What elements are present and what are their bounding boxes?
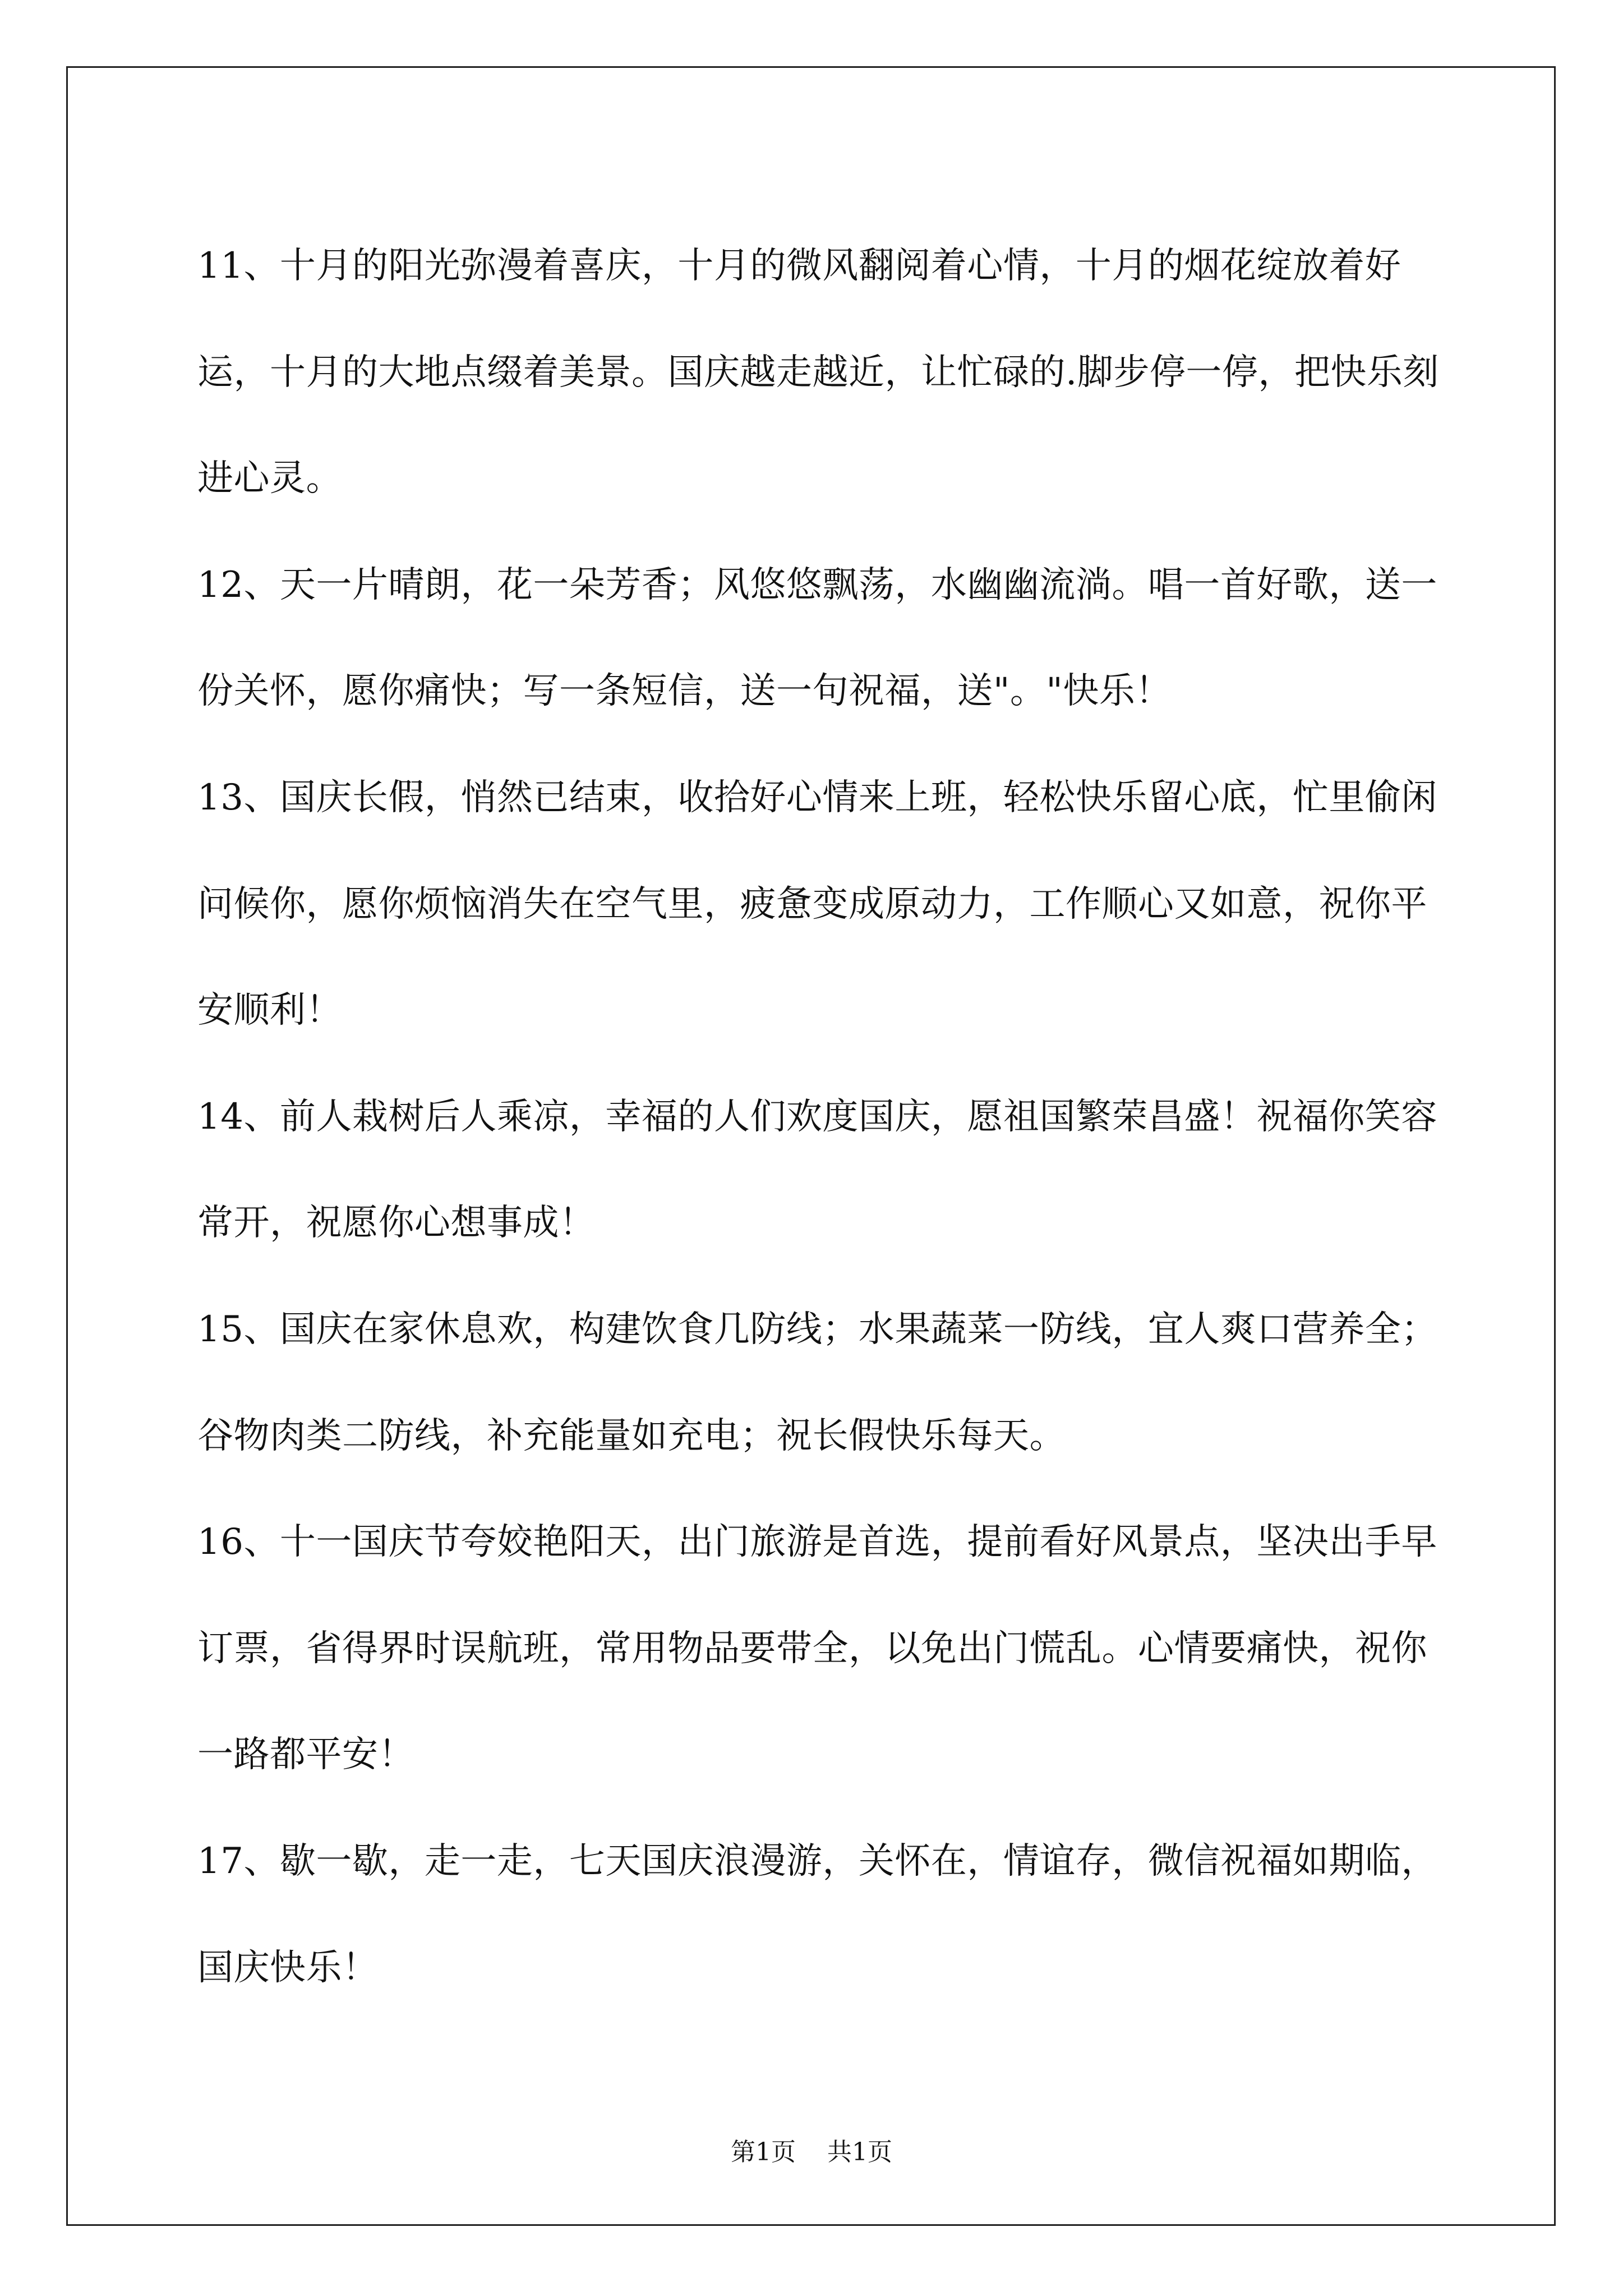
paragraph-14: 14、前人栽树后人乘凉，幸福的人们欢度国庆，愿祖国繁荣昌盛！祝福你笑容常开，祝愿你心想事成！ (197, 1096, 1437, 1244)
page-number: 第1页 (731, 2138, 796, 2166)
paragraph-13: 13、国庆长假，悄然已结束，收拾好心情来上班，轻松快乐留心底，忙里偷闲问候你，愿你烦恼消失在空气里，疲惫变成原动力，工作顺心又如意，祝你平安顺利！ (197, 776, 1437, 1032)
document-body (197, 213, 1454, 2021)
paragraph-12: 12、天一片晴朗，花一朵芳香；风悠悠飘荡，水幽幽流淌。唱一首好歌，送一份关怀，愿你痛快；写一条短信，送一句祝福，送"。"快乐！ (197, 564, 1437, 712)
page-total: 共1页 (827, 2138, 892, 2166)
paragraph-15: 15、国庆在家休息欢，构建饮食几防线；水果蔬菜一防线，宜人爽口营养全；谷物肉类二防线，补充能量如充电；祝长假快乐每天。 (197, 1308, 1437, 1457)
paragraph-11: 11、十月的阳光弥漫着喜庆，十月的微风翻阅着心情，十月的烟花绽放着好运，十月的大地点缀着美景。国庆越走越近，让忙碌的.脚步停一停，把快乐刻进心灵。 (197, 245, 1439, 500)
page-footer (0, 2132, 1623, 2168)
paragraph-17: 17、歇一歇，走一走，七天国庆浪漫游，关怀在，情谊存，微信祝福如期临，国庆快乐！ (197, 1840, 1437, 1989)
paragraph-16: 16、十一国庆节夸姣艳阳天，出门旅游是首选，提前看好风景点，坚决出手早订票，省得界时误航班，常用物品要带全，以免出门慌乱。心情要痛快，祝你一路都平安！ (197, 1521, 1437, 1776)
